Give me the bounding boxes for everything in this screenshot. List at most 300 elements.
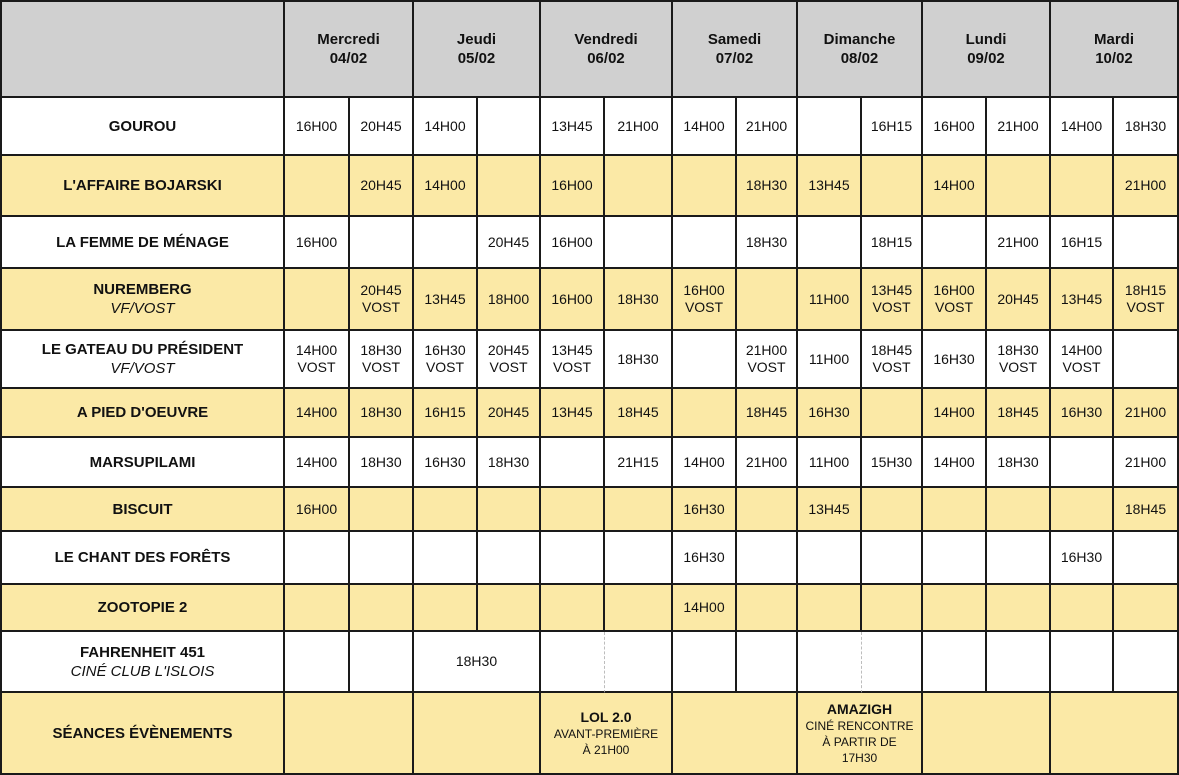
session-cell — [862, 389, 923, 438]
session-cell — [350, 632, 414, 693]
session-cell — [862, 438, 923, 488]
session-time: 18H45 — [870, 342, 913, 358]
session-time: 16H00 — [295, 233, 338, 250]
day-header-samedi — [673, 0, 798, 98]
session-cell — [798, 438, 862, 488]
event-cell-lol-2-0 — [541, 693, 673, 775]
session-cell — [1051, 532, 1114, 585]
events-title: SÉANCES ÉVÈNEMENTS — [52, 724, 233, 742]
session-time: 16H30 — [933, 350, 975, 367]
session-cell — [605, 156, 673, 217]
session-cell — [862, 585, 923, 632]
session-cell — [478, 331, 541, 389]
event-title: LOL 2.0 — [580, 708, 632, 725]
session-time: 16H30 — [424, 342, 466, 358]
day-header-jeudi — [414, 0, 541, 98]
session-time: 18H30 — [1124, 117, 1167, 134]
film-title: L'AFFAIRE BOJARSKI — [63, 177, 222, 194]
session-cell — [478, 217, 541, 269]
session-cell — [1051, 438, 1114, 488]
session-time: 21H00 — [1124, 453, 1167, 470]
session-time: 14H00 — [424, 117, 466, 134]
session-time: 18H30 — [455, 653, 498, 669]
session-time: 14H00 — [295, 453, 338, 470]
session-cell — [673, 217, 737, 269]
session-time: 16H15 — [424, 404, 466, 420]
session-time: 14H00 — [933, 453, 975, 470]
session-cell — [605, 389, 673, 438]
session-cell — [350, 488, 414, 532]
session-time: 18H00 — [487, 290, 530, 307]
session-cell — [285, 389, 350, 438]
session-cell — [798, 331, 862, 389]
session-time: 20H45 — [360, 177, 402, 193]
session-cell — [987, 632, 1051, 693]
session-cell — [350, 217, 414, 269]
session-version: VOST — [552, 359, 592, 375]
session-time: 13H45 — [808, 177, 850, 193]
session-cell — [923, 389, 987, 438]
session-time: 21H00 — [1124, 404, 1167, 420]
session-time: 18H30 — [487, 453, 530, 470]
session-version: VOST — [872, 359, 911, 375]
session-cell — [923, 331, 987, 389]
event-line: CINÉ RENCONTRE — [805, 718, 914, 733]
event-cell-thursday — [414, 693, 541, 775]
session-cell — [1114, 632, 1179, 693]
session-cell — [673, 438, 737, 488]
session-cell — [350, 98, 414, 156]
session-time: 20H45 — [487, 342, 530, 358]
session-cell — [1114, 269, 1179, 331]
session-time: 16H00 — [551, 290, 593, 307]
session-time: 13H45 — [551, 342, 593, 358]
session-time: 21H00 — [745, 342, 788, 358]
session-cell — [478, 585, 541, 632]
session-version: VOST — [361, 299, 401, 315]
session-time: 21H00 — [745, 117, 788, 134]
session-cell — [923, 217, 987, 269]
day-date: 04/02 — [329, 50, 368, 67]
session-cell — [987, 438, 1051, 488]
session-cell — [673, 389, 737, 438]
session-cell — [1114, 585, 1179, 632]
session-cell — [923, 98, 987, 156]
film-title-cell — [0, 156, 285, 217]
session-cell — [1051, 217, 1114, 269]
day-name: Samedi — [707, 31, 762, 48]
session-cell — [350, 389, 414, 438]
film-title: LE GATEAU DU PRÉSIDENT — [41, 341, 244, 358]
film-subtitle: VF/VOST — [110, 360, 175, 377]
session-cell — [923, 488, 987, 532]
event-cell-wednesday — [285, 693, 414, 775]
day-name: Jeudi — [456, 31, 497, 48]
session-time: 18H30 — [997, 342, 1039, 358]
session-time: 21H15 — [617, 453, 659, 470]
session-time: 15H30 — [870, 453, 913, 470]
session-cell — [285, 532, 350, 585]
session-time: 18H30 — [745, 233, 788, 250]
session-cell — [541, 269, 605, 331]
session-time: 21H00 — [745, 453, 788, 470]
session-cell — [798, 156, 862, 217]
session-cell — [414, 438, 478, 488]
session-cell — [673, 156, 737, 217]
session-cell — [350, 532, 414, 585]
session-time: 14H00 — [683, 599, 725, 615]
session-cell — [414, 156, 478, 217]
session-cell — [798, 532, 862, 585]
session-time: 14H00 — [933, 404, 975, 420]
event-line: À 21H00 — [582, 742, 630, 757]
session-cell — [1051, 488, 1114, 532]
session-cell — [285, 98, 350, 156]
session-cell — [673, 269, 737, 331]
session-time: 13H45 — [551, 404, 593, 420]
session-version: VOST — [1062, 359, 1101, 375]
session-cell — [605, 488, 673, 532]
session-cell — [541, 632, 605, 693]
session-cell — [862, 532, 923, 585]
session-time: 18H15 — [1124, 282, 1167, 298]
event-cell-monday — [923, 693, 1051, 775]
session-cell — [737, 438, 798, 488]
session-time: 18H30 — [360, 453, 402, 470]
session-cell — [798, 98, 862, 156]
session-cell — [478, 532, 541, 585]
session-time: 21H00 — [617, 117, 659, 134]
day-header-mardi — [1051, 0, 1179, 98]
session-cell-thursday-merged — [414, 632, 541, 693]
day-date: 07/02 — [715, 50, 754, 67]
session-cell — [1051, 331, 1114, 389]
session-cell — [285, 269, 350, 331]
session-cell — [541, 438, 605, 488]
session-cell — [862, 269, 923, 331]
session-time: 18H45 — [1124, 500, 1167, 517]
session-cell — [673, 585, 737, 632]
session-cell — [414, 389, 478, 438]
film-title: BISCUIT — [112, 500, 173, 518]
header-corner — [0, 0, 285, 98]
session-cell — [605, 98, 673, 156]
session-time: 16H00 — [683, 282, 725, 298]
session-cell — [737, 156, 798, 217]
day-date: 06/02 — [587, 50, 625, 67]
day-date: 09/02 — [967, 50, 1005, 67]
session-cell — [1114, 217, 1179, 269]
session-time: 18H15 — [870, 233, 913, 250]
film-title-cell — [0, 438, 285, 488]
film-title: ZOOTOPIE 2 — [97, 599, 188, 616]
session-cell — [350, 156, 414, 217]
session-cell — [862, 217, 923, 269]
event-title: AMAZIGH — [826, 700, 893, 717]
session-cell — [541, 156, 605, 217]
day-name: Lundi — [965, 31, 1007, 48]
session-cell — [737, 269, 798, 331]
session-time: 13H45 — [870, 282, 913, 298]
session-cell — [350, 331, 414, 389]
session-cell — [541, 532, 605, 585]
session-cell — [414, 585, 478, 632]
session-time: 14H00 — [683, 453, 725, 470]
session-time: 16H30 — [683, 500, 725, 517]
session-cell — [987, 389, 1051, 438]
event-line: À PARTIR DE — [822, 734, 897, 749]
session-cell — [350, 585, 414, 632]
event-cell-tuesday — [1051, 693, 1179, 775]
day-header-mercredi — [285, 0, 414, 98]
session-cell — [1114, 488, 1179, 532]
event-cell-amazigh — [798, 693, 923, 775]
film-title-cell — [0, 585, 285, 632]
film-subtitle: VF/VOST — [110, 300, 175, 317]
session-cell — [414, 532, 478, 585]
session-cell — [923, 632, 987, 693]
event-line: 17H30 — [841, 750, 878, 765]
session-cell — [1114, 331, 1179, 389]
session-cell — [987, 217, 1051, 269]
session-cell — [414, 98, 478, 156]
day-name: Mercredi — [317, 31, 380, 48]
session-cell — [737, 98, 798, 156]
session-cell — [541, 488, 605, 532]
session-cell — [673, 98, 737, 156]
session-time: 16H15 — [1060, 233, 1103, 250]
session-cell — [862, 331, 923, 389]
session-cell — [673, 331, 737, 389]
session-cell — [605, 532, 673, 585]
session-cell — [478, 389, 541, 438]
session-time: 18H45 — [745, 404, 788, 420]
session-cell — [737, 331, 798, 389]
session-cell — [605, 269, 673, 331]
day-header-vendredi — [541, 0, 673, 98]
session-cell — [923, 532, 987, 585]
session-time: 16H00 — [551, 177, 593, 193]
session-cell — [414, 217, 478, 269]
session-cell — [737, 389, 798, 438]
day-header-dimanche — [798, 0, 923, 98]
session-cell — [285, 585, 350, 632]
session-cell — [987, 488, 1051, 532]
session-version: VOST — [747, 359, 786, 375]
session-time: 11H00 — [808, 290, 850, 307]
session-cell — [673, 532, 737, 585]
session-cell — [350, 438, 414, 488]
session-time: 21H00 — [1124, 177, 1167, 193]
session-cell — [923, 438, 987, 488]
session-time: 16H30 — [808, 404, 850, 420]
session-cell — [414, 331, 478, 389]
session-cell — [285, 331, 350, 389]
session-time: 18H45 — [997, 404, 1039, 420]
session-cell — [285, 488, 350, 532]
film-title: GOUROU — [108, 117, 177, 135]
session-time: 16H00 — [933, 117, 975, 134]
session-time: 11H00 — [808, 453, 850, 470]
session-cell — [673, 488, 737, 532]
session-cell — [862, 156, 923, 217]
session-cell — [541, 98, 605, 156]
session-version: VOST — [297, 359, 336, 375]
day-name: Mardi — [1093, 31, 1134, 48]
session-cell — [1114, 532, 1179, 585]
session-cell — [1051, 632, 1114, 693]
session-cell — [285, 632, 350, 693]
session-cell — [1114, 438, 1179, 488]
session-cell — [737, 585, 798, 632]
session-cell — [737, 488, 798, 532]
session-time: 13H45 — [424, 290, 466, 307]
day-date: 10/02 — [1095, 50, 1133, 67]
session-time: 13H45 — [808, 500, 850, 517]
session-cell — [478, 488, 541, 532]
session-time: 21H00 — [997, 233, 1039, 250]
session-time: 14H00 — [295, 404, 338, 420]
session-cell — [1051, 98, 1114, 156]
session-cell — [478, 438, 541, 488]
session-time: 16H30 — [424, 453, 466, 470]
session-cell — [923, 156, 987, 217]
film-title-cell — [0, 532, 285, 585]
session-cell — [673, 632, 737, 693]
film-title: LE CHANT DES FORÊTS — [54, 549, 231, 566]
session-cell — [737, 632, 798, 693]
session-cell — [987, 585, 1051, 632]
session-version: VOST — [872, 299, 911, 315]
events-row-title — [0, 693, 285, 775]
session-time: 16H00 — [295, 500, 338, 517]
session-cell — [923, 269, 987, 331]
film-title-cell — [0, 98, 285, 156]
session-version: VOST — [425, 359, 465, 375]
session-cell — [1051, 269, 1114, 331]
session-cell — [414, 488, 478, 532]
film-title: LA FEMME DE MÉNAGE — [56, 233, 229, 251]
session-cell — [478, 98, 541, 156]
film-title-cell — [0, 269, 285, 331]
session-cell — [541, 585, 605, 632]
film-title-cell — [0, 488, 285, 532]
session-version: VOST — [1126, 299, 1165, 315]
session-cell — [414, 269, 478, 331]
session-time: 20H45 — [487, 404, 530, 420]
film-title: A PIED D'OEUVRE — [76, 404, 209, 421]
session-cell — [605, 217, 673, 269]
session-cell — [798, 585, 862, 632]
day-header-lundi — [923, 0, 1051, 98]
session-cell — [862, 488, 923, 532]
session-time: 18H30 — [997, 453, 1039, 470]
session-cell — [737, 217, 798, 269]
session-time: 21H00 — [997, 117, 1039, 134]
session-cell — [285, 438, 350, 488]
session-time: 18H30 — [360, 342, 402, 358]
session-time: 18H30 — [617, 350, 659, 367]
session-cell — [798, 488, 862, 532]
session-cell — [541, 331, 605, 389]
session-time: 11H00 — [808, 350, 850, 367]
film-subtitle: CINÉ CLUB L'ISLOIS — [70, 662, 215, 680]
session-cell — [605, 585, 673, 632]
session-cell — [541, 217, 605, 269]
film-title-cell — [0, 389, 285, 438]
session-cell — [605, 438, 673, 488]
session-cell — [798, 269, 862, 331]
session-cell — [605, 331, 673, 389]
session-cell — [862, 98, 923, 156]
session-cell — [1051, 156, 1114, 217]
event-line: AVANT-PREMIÈRE — [553, 726, 659, 741]
session-cell — [798, 632, 862, 693]
session-time: 14H00 — [295, 342, 338, 358]
session-time: 16H30 — [1060, 549, 1103, 565]
session-time: 16H30 — [1060, 404, 1103, 420]
film-title-fahrenheit-451 — [0, 632, 285, 693]
session-time: 14H00 — [424, 177, 466, 193]
session-time: 14H00 — [933, 177, 975, 193]
session-cell — [478, 156, 541, 217]
session-cell — [1114, 156, 1179, 217]
session-version: VOST — [361, 359, 401, 375]
film-title: MARSUPILAMI — [89, 453, 196, 471]
session-version: VOST — [684, 299, 724, 315]
event-cell-saturday — [673, 693, 798, 775]
session-time: 18H45 — [617, 404, 659, 420]
session-time: 20H45 — [360, 282, 402, 298]
session-time: 13H45 — [551, 117, 593, 134]
session-time: 20H45 — [360, 117, 402, 134]
day-date: 08/02 — [840, 50, 879, 67]
session-cell — [1051, 389, 1114, 438]
session-time: 16H00 — [551, 233, 593, 250]
session-cell — [285, 217, 350, 269]
session-cell — [923, 585, 987, 632]
session-time: 16H00 — [295, 117, 338, 134]
session-time: 16H30 — [683, 549, 725, 565]
session-time: 14H00 — [1060, 117, 1103, 134]
session-cell — [987, 269, 1051, 331]
session-cell — [798, 217, 862, 269]
session-time: 14H00 — [1060, 342, 1103, 358]
session-time: 14H00 — [683, 117, 725, 134]
session-cell — [285, 156, 350, 217]
session-cell — [987, 98, 1051, 156]
session-time: 16H15 — [870, 117, 913, 134]
session-cell — [737, 532, 798, 585]
film-title-cell — [0, 217, 285, 269]
session-time: 13H45 — [1060, 290, 1103, 307]
day-date: 05/02 — [457, 50, 496, 67]
session-cell — [605, 632, 673, 693]
day-name: Dimanche — [823, 31, 896, 48]
session-cell — [987, 156, 1051, 217]
session-cell — [1114, 98, 1179, 156]
day-name: Vendredi — [574, 31, 638, 48]
session-cell — [478, 269, 541, 331]
session-time: 18H30 — [617, 290, 659, 307]
session-time: 20H45 — [997, 290, 1039, 307]
film-title-cell — [0, 331, 285, 389]
film-title: FAHRENHEIT 451 — [79, 643, 206, 661]
film-title: NUREMBERG — [93, 281, 192, 298]
session-version: VOST — [934, 299, 974, 315]
session-cell — [541, 389, 605, 438]
session-version: VOST — [489, 359, 528, 375]
